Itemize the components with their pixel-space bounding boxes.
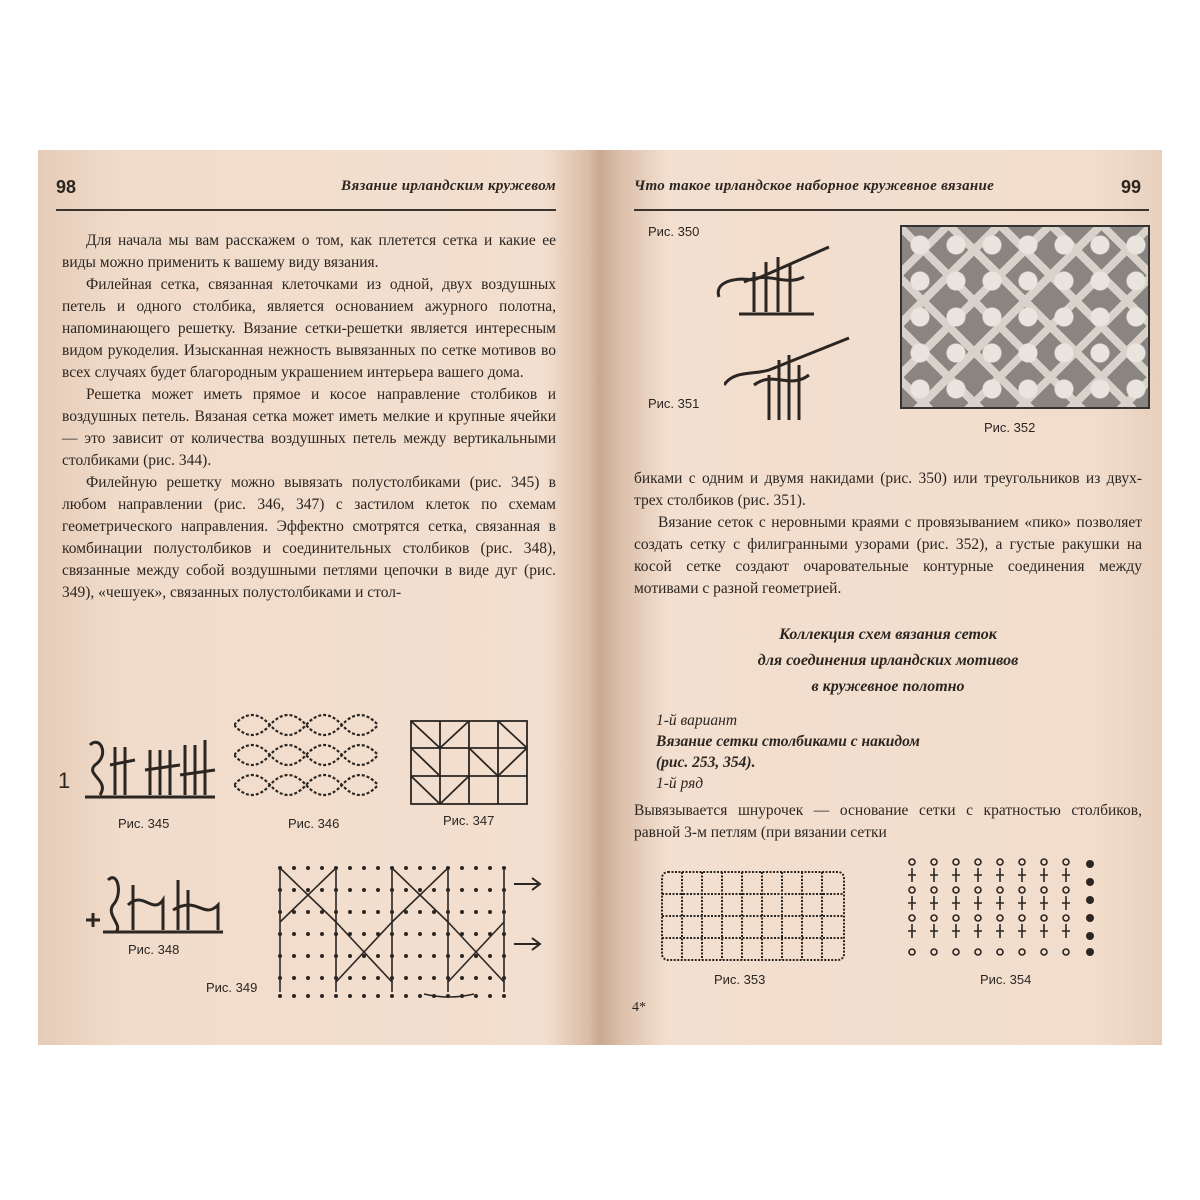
footer-mark: 4*	[632, 1000, 646, 1015]
left-page	[38, 150, 578, 1045]
right-page-number: 99	[1120, 177, 1141, 197]
variant-heading	[656, 710, 1142, 794]
fig-347-caption: Рис. 347	[443, 813, 495, 828]
fig-351-caption: Рис. 351	[648, 396, 700, 411]
left-paragraph-4: Филейную решетку можно вывязать полустолбиками (рис. 345) в любом направлении (рис. 346, 347) с застилом клеток по схемам геометрического направления. Эффектно смотрятся сетка, связанная в комбинации полустолбиков и соединительных столбиков (рис. 348), связанные между собой воздушными петлями цепочки в виде дуг (рис. 349), «чешуек», связанных полустолбиками и стол-	[62, 474, 556, 601]
right-running-title: Что такое ирландское наборное кружевное вязание	[634, 178, 995, 194]
mark-one: 1	[58, 768, 71, 793]
fig-348-caption: Рис. 348	[128, 942, 180, 957]
left-paragraph-2: Филейная сетка, связанная клеточками из одной, двух воздушных петель и одного столбика, является основанием ажурного полотна, напоминающего решетку. Вязание сетки-решетки является интересным видом рукоделия. Изысканная нежность вывязанных по сетке мотивов во всех случаях будет благородным украшением интерьера вашего дома.	[62, 276, 556, 381]
variant-label: 1-й вариант	[656, 712, 738, 729]
fig-351-drawing	[724, 330, 854, 425]
left-body-text	[62, 230, 556, 604]
fig-354-drawing	[904, 856, 1104, 961]
left-page-number: 98	[56, 177, 77, 197]
right-paragraph-continued: биками с одним и двумя накидами (рис. 350) или треугольников из двух-трех столбиков (рис. 351).	[634, 470, 1142, 509]
fig-349-caption: Рис. 349	[206, 980, 258, 995]
fig-345-drawing	[80, 735, 220, 805]
right-paragraph-2: Вязание сеток с неровными краями с провязыванием «пико» позволяет создать сетку с филигранными узорами (рис. 352), а густые ракушки на косой сетке создают очаровательные контурные соединения между мотивами с разной геометрией.	[634, 514, 1142, 597]
fig-352-photo	[900, 225, 1150, 409]
section-title-line-3: в кружевное полотно	[811, 678, 965, 695]
fig-349-drawing	[274, 862, 542, 1002]
fig-348-drawing	[78, 870, 228, 940]
fig-347-drawing	[410, 720, 528, 805]
fig-353-caption: Рис. 353	[714, 972, 766, 987]
row-label: 1-й ряд	[656, 775, 704, 792]
fig-353-drawing	[660, 870, 846, 964]
fig-346-caption: Рис. 346	[288, 816, 340, 831]
fig-354-caption: Рис. 354	[980, 972, 1032, 987]
left-running-title: Вязание ирландским кружевом	[341, 178, 556, 194]
fig-345-caption: Рис. 345	[118, 816, 170, 831]
left-paragraph-3: Решетка может иметь прямое и косое направление столбиков и воздушных петель. Вязаная сетка может иметь мелкие и крупные ячейки — это зависит от количества воздушных петель между вертикальными столбиками (рис. 344).	[62, 386, 556, 469]
left-running-head	[56, 175, 556, 211]
fig-350-drawing	[714, 242, 834, 322]
section-title	[634, 622, 1142, 700]
book-spread	[38, 150, 1162, 1045]
right-page	[604, 150, 1162, 1045]
row-text	[634, 800, 1142, 844]
fig-350-caption: Рис. 350	[648, 224, 700, 239]
variant-title: Вязание сетки столбиками с накидом	[656, 733, 920, 750]
section-title-line-2: для соединения ирландских мотивов	[757, 652, 1019, 669]
variant-reference: (рис. 253, 354).	[656, 754, 756, 771]
fig-346-drawing	[234, 710, 384, 805]
right-body-text	[634, 468, 1142, 600]
fig-352-caption: Рис. 352	[984, 420, 1036, 435]
row-paragraph: Вывязывается шнурочек — основание сетки с кратностью столбиков, равной 3-м петлям (при вязании сетки	[634, 802, 1142, 841]
right-running-head	[634, 175, 1149, 211]
left-paragraph-1: Для начала мы вам расскажем о том, как плетется сетка и какие ее виды можно применить к вашему виду вязания.	[62, 232, 556, 271]
section-title-line-1: Коллекция схем вязания сеток	[779, 626, 997, 643]
